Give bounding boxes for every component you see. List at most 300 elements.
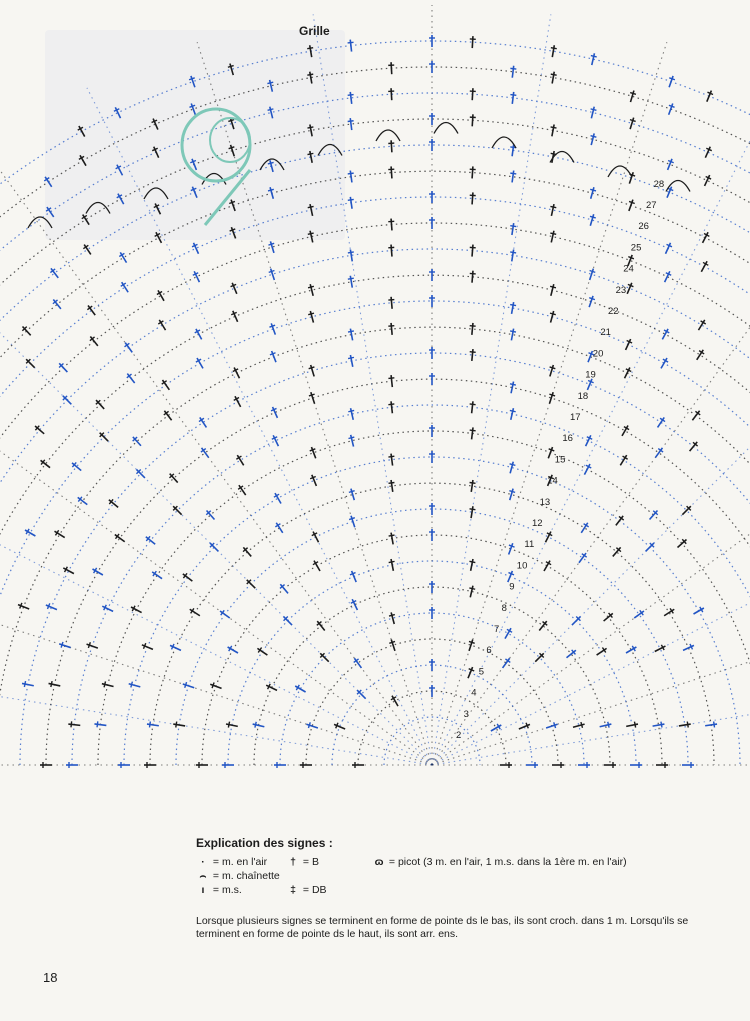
stitch-mark [153,231,164,244]
stitch-mark [388,480,396,493]
stitch-mark [347,328,355,341]
stitch-mark [704,89,714,102]
row-number-label: 18 [577,390,589,402]
stitch-mark [226,644,239,655]
stitch-mark [274,762,286,768]
stitch-mark [48,681,61,689]
stitch-mark [190,186,200,199]
stitch-mark [309,474,319,487]
stitch-mark [690,409,702,422]
row-number-label: 2 [456,730,462,741]
stitch-mark [141,642,154,652]
stitch-mark [625,644,638,655]
picot-symbol-icon: ɷ [374,856,384,868]
chain-round [0,67,750,765]
stitch-mark [151,145,161,158]
stitch-mark [86,641,99,651]
stitch-mark [349,598,360,611]
stitch-mark [658,357,669,370]
chart-rays [0,5,750,765]
chain-round [0,119,750,765]
legend-label: = picot (3 m. en l'air, 1 m.s. dans la 1ère m. en l'air) [388,856,627,868]
row-number-label: 25 [630,242,642,254]
stitch-mark [191,242,201,255]
legend-item-picot [372,856,627,868]
stitch-mark [306,721,319,730]
stitch-mark [70,461,83,473]
stitch-mark [228,199,238,212]
stitch-mark [227,63,236,76]
row-number-label: 24 [623,263,634,275]
stitch-mark [703,145,713,158]
chain-ray [432,646,750,765]
picot-scallop [434,123,458,134]
stitch-mark [209,681,222,691]
stitch-mark [537,619,549,632]
stitch-mark [265,682,278,693]
stitch-mark [502,627,513,640]
stitch-mark [181,571,194,583]
stitch-mark [188,607,201,619]
stitch-mark [267,79,276,92]
stitch-mark [347,354,355,367]
chain-round [306,639,558,765]
stitch-mark [388,401,395,414]
stitch-mark [662,270,673,283]
legend [196,836,716,896]
stitch-mark [76,495,89,507]
stitch-mark [548,203,556,216]
stitch-mark [130,604,143,615]
chain-round [0,41,750,765]
slip-stitch-symbol-icon: ⌢ [199,870,207,882]
legend-label: = m. en l'air [212,856,268,868]
stitch-mark [53,529,66,540]
stitch-mark [256,646,269,658]
stitch-mark [88,335,100,348]
stitch-mark [348,488,357,501]
stitch-mark [235,454,246,467]
legend-item-double-crochet [286,856,319,868]
stitch-mark [91,566,104,577]
stitch-mark [308,364,317,377]
stitch-mark [197,416,209,429]
doily-icon [182,109,250,225]
stitch-mark [17,602,30,612]
stitch-mark [509,302,517,315]
stitch-mark [663,607,676,619]
chain-ray [432,530,750,765]
stitch-mark [157,318,168,331]
stitch-mark [115,192,126,205]
stitch-mark [466,639,475,652]
stitch-mark [101,681,114,690]
stitch-mark [270,434,281,447]
stitch-mark [94,721,107,728]
stitch-mark [548,283,557,296]
stitch-mark [388,166,395,178]
stitch-mark [619,424,630,437]
row-number-label: 7 [494,624,500,635]
stitch-mark [705,721,718,729]
stitch-mark [270,406,280,419]
stitch-mark [308,391,317,404]
stitch-mark [692,605,705,616]
stitch-mark [310,530,321,543]
stitch-mark [62,565,75,576]
stitch-mark [468,506,476,519]
page-number: 18 [43,970,58,985]
stitch-mark [507,461,516,474]
stitch-mark [587,268,596,281]
stitch-mark [467,585,476,598]
stitch-mark [119,281,131,294]
stitch-mark [229,226,239,239]
double-crochet-symbol-icon: † [290,856,296,868]
stitch-mark [599,721,612,730]
stitch-mark [162,409,174,422]
stitch-mark [429,581,435,593]
stitch-mark [586,295,596,308]
stitch-mark [333,722,346,732]
stitch-mark [267,106,276,119]
stitch-mark [182,681,195,690]
stitch-mark [602,611,615,623]
chain-ray [0,150,432,765]
stitch-mark [506,542,516,555]
stitch-mark [388,558,396,571]
stitch-mark [24,527,37,538]
row-number-label: 6 [486,645,492,657]
stitch-mark [388,323,395,336]
stitch-mark [160,378,172,391]
stitch-mark [507,488,516,501]
picot-scallop [376,130,400,141]
stitch-mark [582,463,593,476]
stitch-mark [588,106,597,119]
chain-round [0,327,750,765]
stitch-mark [272,492,283,505]
row-number-label: 10 [516,560,528,572]
stitch-mark [311,559,322,572]
stitch-mark [429,217,435,229]
stitch-mark [294,683,307,694]
stitch-mark [77,154,88,167]
stitch-mark [222,762,234,768]
stitch-mark [687,440,699,453]
stitch-mark [623,338,634,351]
row-number-label: 13 [539,496,551,508]
stitch-mark [347,249,355,262]
chain-round [0,145,750,765]
stitch-mark [595,646,608,658]
stitch-mark [39,458,52,470]
stitch-mark [352,656,364,669]
stitch-mark [76,125,87,138]
stitch-mark [307,230,316,243]
chart-title: Grille [299,24,330,38]
stitch-mark [702,174,713,187]
stitch-mark [509,92,516,105]
chart-marks [17,35,718,768]
stitch-mark [225,721,238,729]
stitch-mark [655,416,667,429]
stitch-mark [347,170,355,183]
stitch-mark [167,472,179,485]
stitch-mark [347,196,355,209]
legend-item-slip-stitch [196,870,280,883]
stitch-mark [429,347,435,359]
stitch-mark [101,603,114,614]
stitch-mark [613,514,625,527]
chain-round [72,405,750,765]
stitch-mark [653,643,666,654]
row-number-label: 28 [653,178,665,190]
stitch-mark [315,619,327,632]
stitch-mark [347,92,354,105]
stitch-mark [666,102,676,115]
stitch-mark [469,349,476,362]
stitch-mark [188,75,198,88]
stitch-mark [583,434,594,447]
stitch-mark [268,322,278,335]
stitch-mark [80,213,91,226]
stitch-mark [196,762,208,768]
stitch-mark [43,175,55,188]
stitch-mark [548,230,557,243]
legend-item-treble-crochet [286,884,327,896]
stitch-mark [589,53,598,66]
stitch-mark [469,401,476,414]
stitch-mark [627,171,637,184]
stitch-mark [587,213,596,226]
stitch-mark [628,90,637,103]
stitch-mark [500,762,512,768]
stitch-mark [118,762,130,768]
stitch-mark [469,88,476,100]
stitch-mark [236,483,248,496]
stitch-mark [232,395,243,408]
stitch-mark [429,113,435,125]
stitch-mark [144,762,156,768]
stitch-mark [113,532,126,544]
stitch-mark [700,231,711,244]
stitch-mark [429,529,435,541]
row-number-label: 9 [509,581,515,593]
stitch-mark [548,310,557,323]
stitch-mark [388,532,396,545]
stitch-mark [33,424,46,436]
stitch-mark [588,133,597,146]
stitch-mark [125,372,137,385]
stitch-mark [307,203,315,216]
stitch-mark [191,270,202,283]
stitch-mark [545,721,558,730]
legend-heading: Explication des signes : [196,836,333,850]
stitch-mark [429,659,435,671]
stitch-mark [61,394,74,407]
stitch-mark [388,612,397,625]
stitch-mark [118,251,129,264]
stitch-mark [155,289,166,302]
stitch-mark [627,117,636,130]
stitch-mark [278,582,290,595]
stitch-mark [622,366,633,379]
stitch-mark [666,75,676,88]
chain-round [0,301,750,765]
stitch-mark [347,39,354,52]
stitch-mark [268,268,277,281]
stitch-mark [469,270,476,282]
stitch-mark [218,609,231,621]
stitch-mark [348,434,357,447]
stitch-mark [51,298,63,311]
stitch-mark [152,202,163,215]
row-number-label: 26 [638,221,649,233]
stitch-mark [107,497,120,509]
legend-item-chain [196,856,267,868]
chain-ray [0,228,432,765]
stitch-mark [113,106,124,119]
row-number-label: 23 [615,284,627,296]
stitch-mark [57,361,70,374]
picot-scallop [608,166,632,177]
stitch-mark [694,348,706,361]
stitch-mark [21,680,34,688]
stitch-mark [469,244,476,256]
chart-arcs [0,41,750,765]
stitch-mark [577,551,589,564]
stitch-mark [547,391,556,404]
stitch-mark [682,643,695,653]
stitch-mark [388,639,397,652]
row-number-label: 8 [501,602,507,614]
stitch-mark [388,244,395,256]
stitch-mark [193,327,204,340]
stitch-mark [664,186,674,199]
chain-ray [0,318,432,765]
stitch-mark [429,425,435,437]
chain-round [0,171,750,765]
stitch-mark [632,609,645,621]
stitch-mark [588,186,597,199]
stitch-mark [147,721,160,729]
stitch-mark [150,569,163,581]
stitch-mark [45,602,58,612]
stitch-mark [388,375,395,388]
chain-ray [313,14,432,765]
stitch-mark [696,318,707,331]
chain-round [20,353,750,765]
stitch-mark [300,762,312,768]
legend-item-single-crochet [196,884,242,896]
row-number-label: 5 [478,666,485,678]
stitch-mark [469,427,476,440]
stitch-mark [543,530,554,543]
stitch-mark [429,685,435,697]
stitch-mark [228,144,237,157]
chain-round [0,223,750,765]
row-number-label: 4 [471,687,477,699]
stitch-mark [86,304,98,317]
stitch-mark [630,762,642,768]
chain-round [46,379,750,765]
stitch-mark [388,62,395,74]
stitch-mark [230,310,240,323]
stitch-mark [429,61,435,73]
stitch-mark [682,762,694,768]
legend-label: = B [302,856,319,868]
row-number-label: 22 [608,306,619,317]
stitch-mark [231,366,242,379]
legend-label: = DB [302,884,327,896]
stitch-mark [469,114,476,126]
stitch-mark [349,570,359,583]
stitch-mark [173,721,186,729]
stitch-mark [58,641,71,650]
row-number-label: 19 [585,369,596,381]
stitch-mark [307,45,315,58]
stitch-mark [144,534,157,546]
stitch-mark [388,88,395,100]
stitch-mark [429,269,435,281]
stitch-mark [653,446,665,459]
stitch-mark [663,242,673,255]
stitch-mark [44,205,56,218]
stitch-mark [268,240,277,253]
stitch-mark [509,144,517,157]
stitch-mark [572,721,585,730]
stitch-mark [579,521,591,534]
stitch-mark [114,163,125,176]
stitch-mark [267,186,276,199]
stitch-mark [652,721,665,729]
stitch-mark [194,357,205,370]
stitch-mark [388,218,395,230]
stitch-mark [229,282,239,295]
row-number-label: 11 [524,539,535,551]
stitch-mark [348,407,357,420]
stitch-mark [468,558,476,571]
row-number-label: 3 [463,708,469,720]
stitch-mark [429,503,435,515]
stitch-mark [128,681,141,690]
chain-round [384,717,480,765]
row-number-label: 21 [600,327,611,339]
stitch-mark [150,117,160,130]
legend-label: = m. chaînette [212,870,280,882]
stitch-mark [500,656,512,669]
stitch-mark [269,350,279,363]
stitch-mark [307,150,315,163]
stitch-mark [348,515,357,528]
stitch-mark [68,721,81,728]
stitch-mark [509,249,517,262]
row-number-label: 20 [592,348,604,360]
stitch-mark [508,407,517,420]
stitch-mark [82,243,94,256]
picot-scallop [86,203,110,214]
stitch-mark [169,643,182,653]
stitch-mark [309,446,319,459]
stitch-mark [49,267,61,280]
chain-ray [0,420,432,765]
stitch-mark [199,446,211,459]
treble-crochet-symbol-icon: ‡ [290,884,296,896]
stitch-mark [307,71,315,84]
stitch-mark [549,124,557,137]
stitch-mark [274,521,286,534]
